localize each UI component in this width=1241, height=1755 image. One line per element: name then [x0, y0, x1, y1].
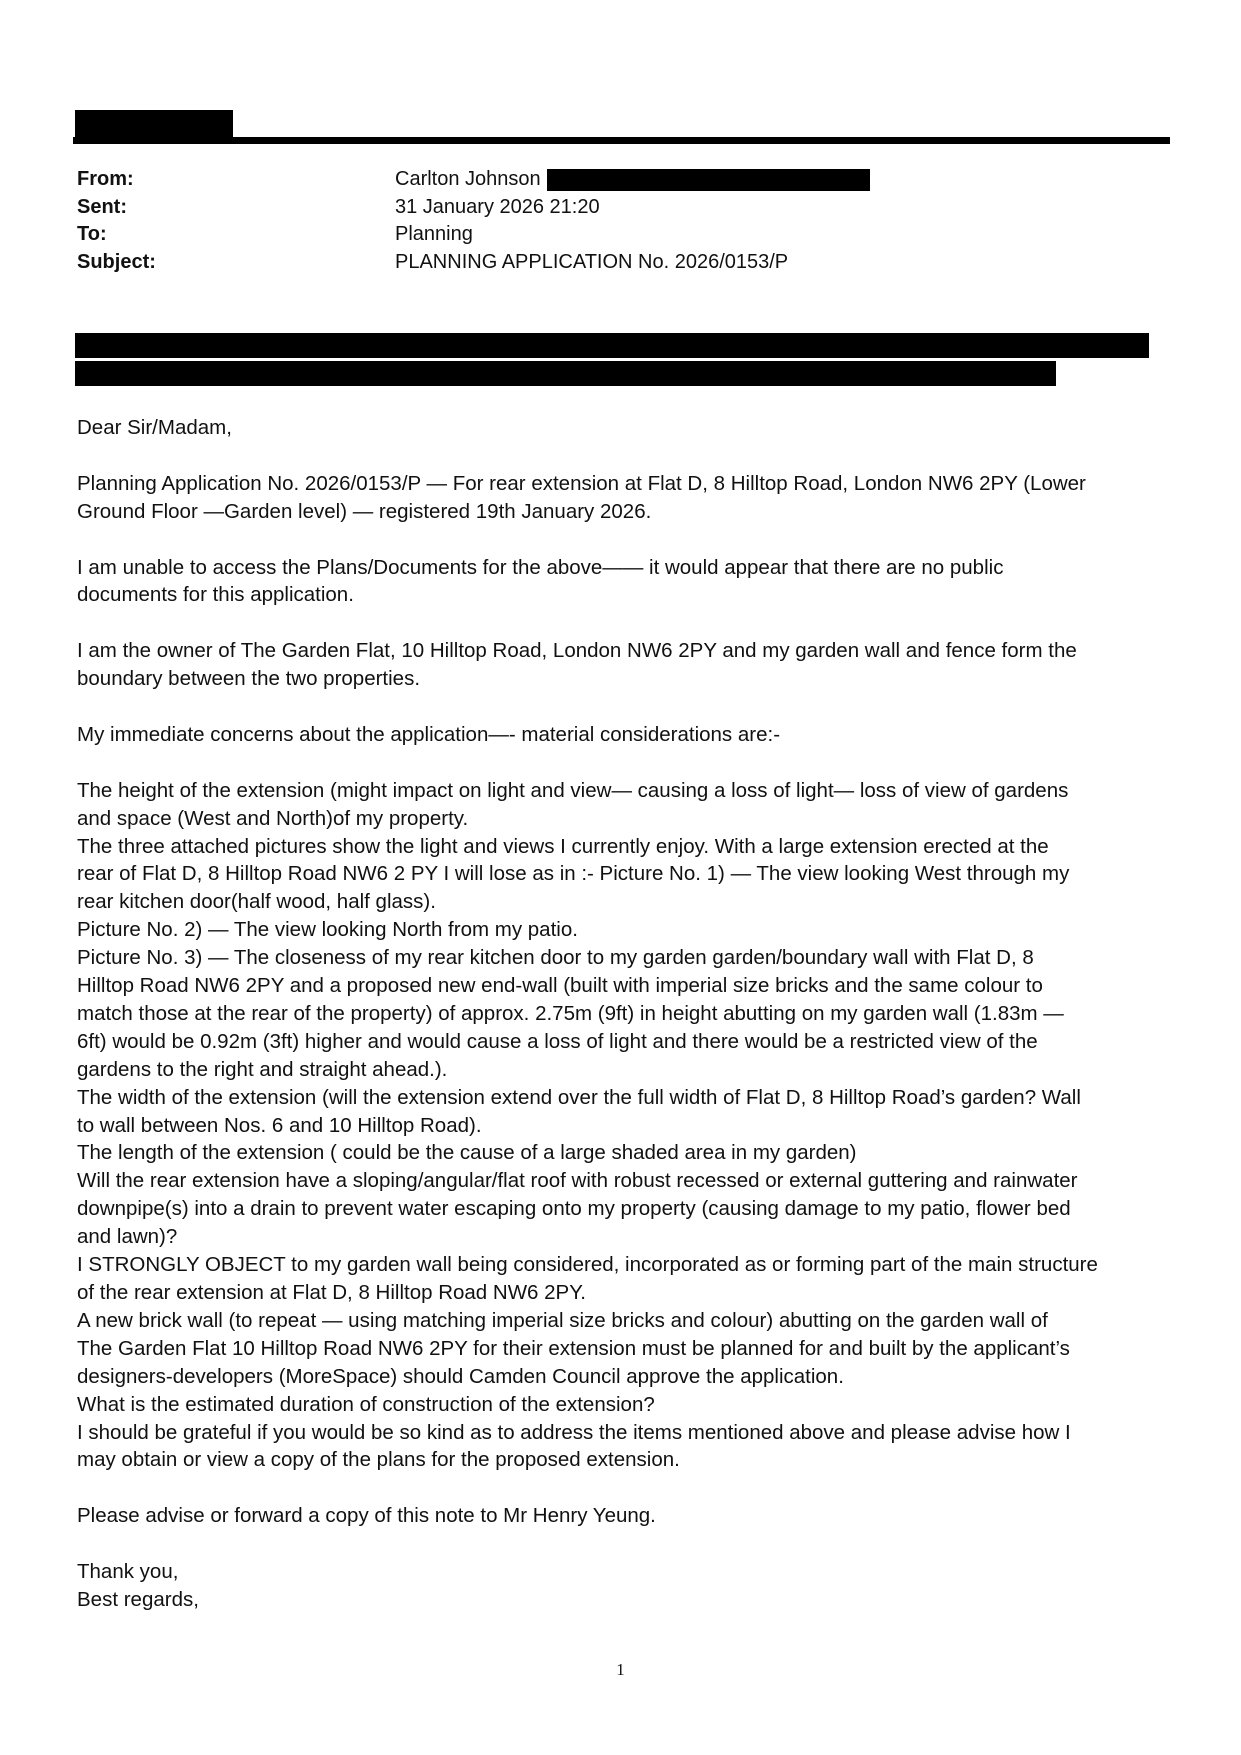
concern-line: Picture No. 2) — The view looking North from my patio.	[77, 918, 578, 942]
closing-line: Thank you,	[77, 1560, 179, 1584]
paragraph-line: boundary between the two properties.	[77, 667, 421, 691]
concern-line: The width of the extension (will the extension extend over the full width of Flat D, 8 Hilltop Road’s garden? Wall	[77, 1085, 1081, 1109]
to-value: Planning	[395, 223, 473, 245]
concern-line: 6ft) would be 0.92m (3ft) higher and would cause a loss of light and there would be a restricted view of the	[77, 1029, 1038, 1053]
concern-line: The length of the extension ( could be the cause of a large shaded area in my garden)	[77, 1141, 857, 1165]
concern-line: The height of the extension (might impact on light and view— causing a loss of light— loss of view of gardens	[77, 778, 1069, 802]
sent-row	[77, 194, 1167, 222]
page-number: 1	[616, 1660, 625, 1679]
header-redaction-block	[75, 110, 233, 138]
concern-line: rear kitchen door(half wood, half glass).	[77, 890, 436, 914]
email-body	[77, 414, 1177, 1614]
concern-line: I STRONGLY OBJECT to my garden wall being considered, incorporated as or forming part of the main structure	[77, 1253, 1098, 1277]
concern-line: Will the rear extension have a sloping/angular/flat roof with robust recessed or external guttering and rainwater	[77, 1169, 1078, 1193]
sender-email-redaction	[547, 169, 870, 191]
from-label: From:	[77, 168, 134, 190]
paragraph-line: I am the owner of The Garden Flat, 10 Hilltop Road, London NW6 2PY and my garden wall and fence form the	[77, 639, 1077, 663]
email-header	[77, 166, 1167, 276]
concern-line: designers-developers (MoreSpace) should Camden Council approve the application.	[77, 1364, 844, 1388]
sent-value: 31 January 2026 21:20	[395, 195, 600, 218]
closing-line: Best regards,	[77, 1587, 199, 1611]
concern-line: The three attached pictures show the light and views I currently enjoy. With a large extension erected at the	[77, 834, 1049, 858]
concern-line: rear of Flat D, 8 Hilltop Road NW6 2 PY I will lose as in :- Picture No. 1) — The view looking West through my	[77, 862, 1070, 886]
concern-line: I should be grateful if you would be so kind as to address the items mentioned above and please advise how I	[77, 1420, 1071, 1444]
concern-line: and lawn)?	[77, 1225, 178, 1249]
concern-line: may obtain or view a copy of the plans for the proposed extension.	[77, 1448, 680, 1472]
paragraph-line: My immediate concerns about the application—- material considerations are:-	[77, 722, 781, 746]
to-label: To:	[77, 223, 107, 245]
paragraph-line: Planning Application No. 2026/0153/P — For rear extension at Flat D, 8 Hilltop Road, London NW6 2PY (Lower	[77, 471, 1086, 495]
subject-label: Subject:	[77, 250, 156, 273]
to-row	[77, 221, 1167, 249]
redacted-line-2	[75, 361, 1056, 386]
paragraph-line: Please advise or forward a copy of this note to Mr Henry Yeung.	[77, 1504, 656, 1528]
concern-line: of the rear extension at Flat D, 8 Hilltop Road NW6 2PY.	[77, 1281, 586, 1305]
concern-line: and space (West and North)of my property.	[77, 806, 469, 830]
concern-line: Picture No. 3) — The closeness of my rear kitchen door to my garden garden/boundary wall with Flat D, 8	[77, 946, 1034, 970]
concern-line: to wall between Nos. 6 and 10 Hilltop Road).	[77, 1113, 482, 1137]
concern-line: downpipe(s) into a drain to prevent water escaping onto my property (causing damage to my patio, flower bed	[77, 1197, 1071, 1221]
concern-line: gardens to the right and straight ahead.).	[77, 1057, 448, 1081]
sender-name: Carlton Johnson	[395, 168, 541, 190]
redacted-line-1	[75, 333, 1149, 358]
concern-line: Hilltop Road NW6 2PY and a proposed new end-wall (built with imperial size bricks and the same colour to	[77, 974, 1043, 998]
greeting: Dear Sir/Madam,	[77, 416, 232, 439]
concern-line: A new brick wall (to repeat — using matching imperial size bricks and colour) abutting on the garden wall of	[77, 1308, 1048, 1332]
from-value	[395, 166, 870, 194]
header-rule	[73, 137, 1170, 144]
paragraph-line: I am unable to access the Plans/Documents for the above—— it would appear that there are no public	[77, 555, 1004, 579]
paragraph-line: Ground Floor —Garden level) — registered 19th January 2026.	[77, 499, 652, 523]
subject-value: PLANNING APPLICATION No. 2026/0153/P	[395, 250, 789, 273]
from-row	[77, 166, 1167, 194]
concern-line: What is the estimated duration of construction of the extension?	[77, 1392, 655, 1416]
subject-row	[77, 249, 1167, 277]
paragraph-line: documents for this application.	[77, 583, 354, 607]
concern-line: The Garden Flat 10 Hilltop Road NW6 2PY for their extension must be planned for and built by the applicant’s	[77, 1336, 1070, 1360]
sent-label: Sent:	[77, 195, 127, 218]
concern-line: match those at the rear of the property) of approx. 2.75m (9ft) in height abutting on my garden wall (1.83m —	[77, 1001, 1064, 1025]
